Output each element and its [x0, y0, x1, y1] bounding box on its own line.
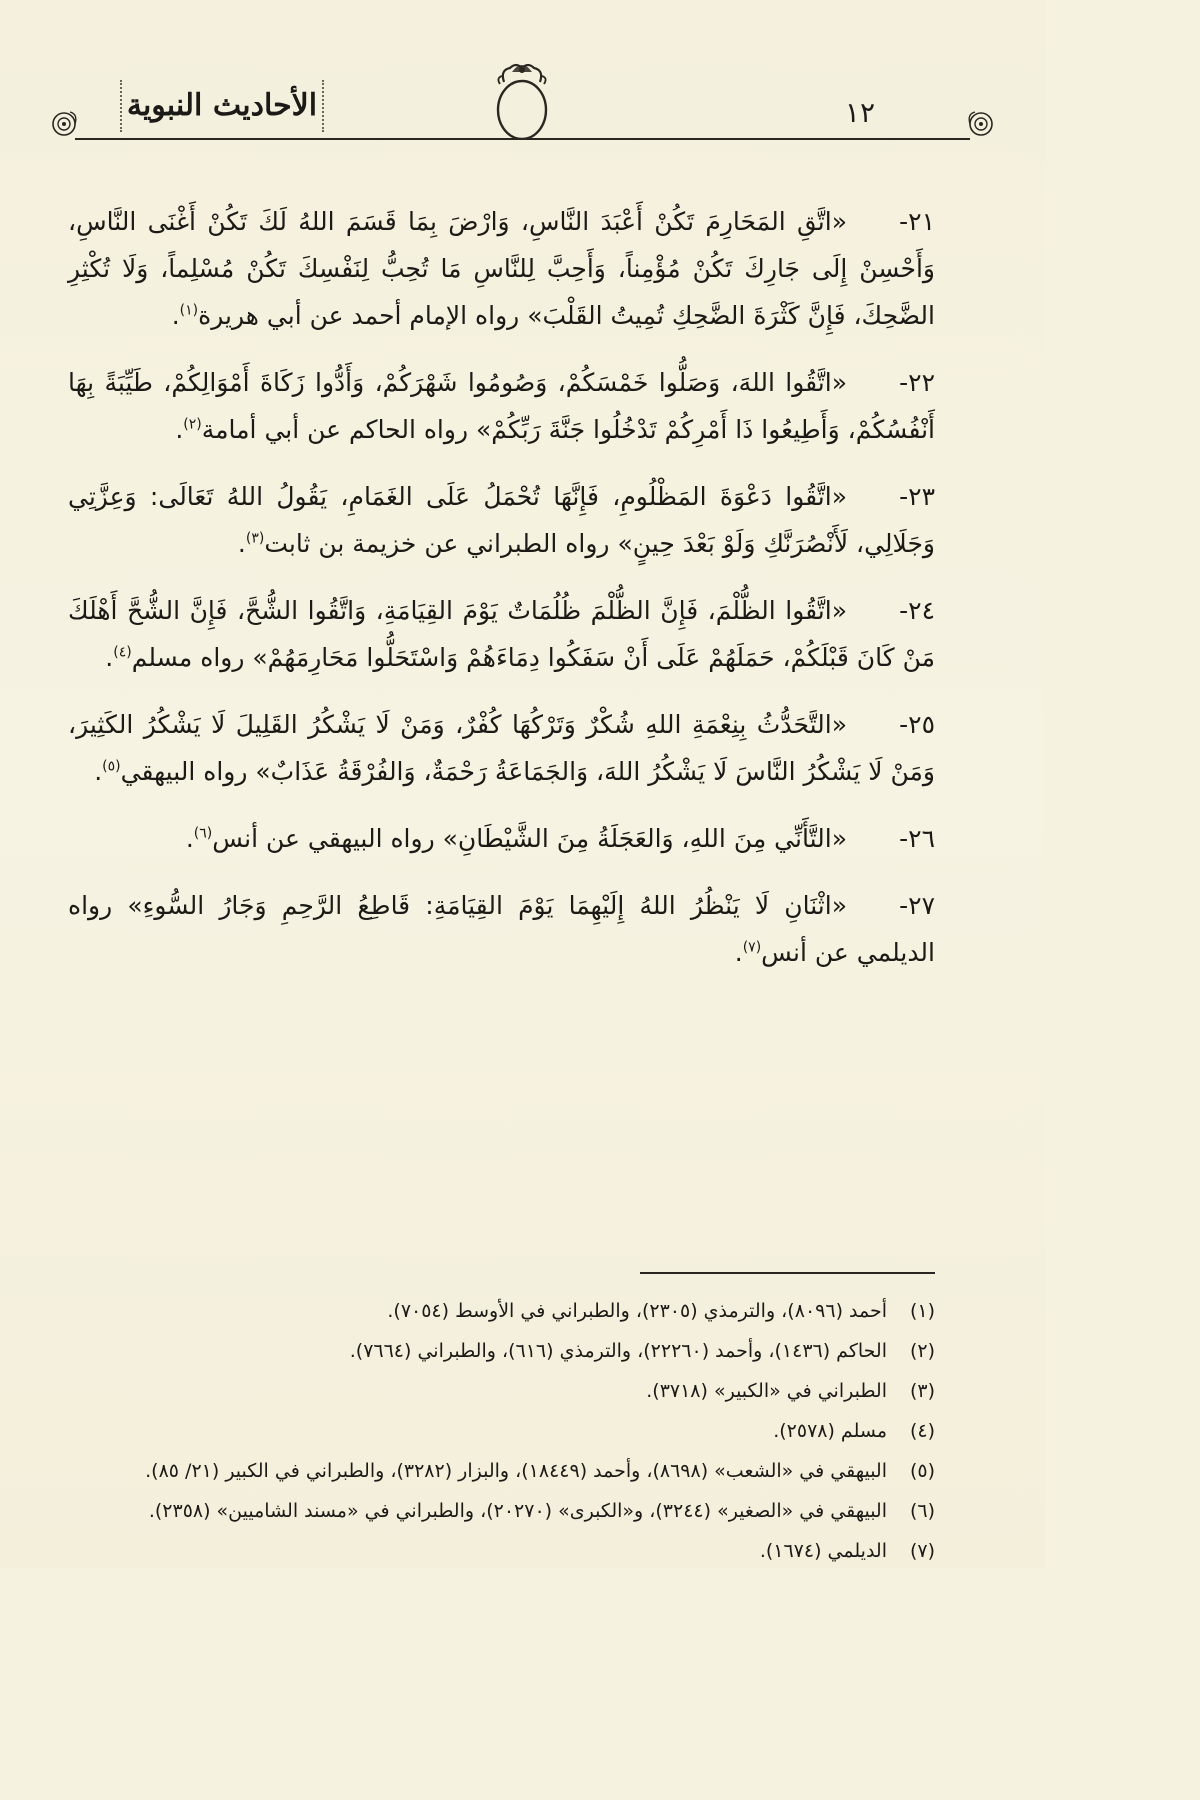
- footnote-number: (٤): [909, 1420, 935, 1442]
- hadith-number: ٢٣-: [899, 482, 935, 511]
- hadith-text: «اتَّقُوا اللهَ، وَصَلُّوا خَمْسَكُمْ، وَصُومُوا شَهْرَكُمْ، وَأَدُّوا زَكَاةَ أَمْوَالِكُمْ، طَيِّبَةً بِهَا أَنْفُسُكُمْ، وَأَطِيعُوا ذَا أَمْرِكُمْ تَدْخُلُوا جَنَّةَ رَبِّكُمْ» رواه الحاكم عن أبي أمامة: [68, 368, 935, 444]
- footnote-text: مسلم (٢٥٧٨).: [773, 1420, 887, 1442]
- hadith-text: «اثْنَانِ لَا يَنْظُرُ اللهُ إِلَيْهِمَا يَوْمَ القِيَامَةِ: قَاطِعُ الرَّحِمِ وَجَارُ السُّوءِ» رواه الديلمي عن أنس: [68, 891, 935, 967]
- circle-crown-ornament-icon: [482, 60, 562, 140]
- footnote-1: [68, 1292, 935, 1330]
- footnote-4: [68, 1412, 935, 1450]
- hadith-text: «اتَّقُوا دَعْوَةَ المَظْلُومِ، فَإِنَّهَا تُحْمَلُ عَلَى الغَمَامِ، يَقُولُ اللهُ تَعَالَى: وَعِزَّتِي وَجَلَالِي، لَأَنْصُرَنَّكِ وَلَوْ بَعْدَ حِينٍ» رواه الطبراني عن خزيمة بن ثابت: [68, 482, 935, 558]
- hadith-text: «التَّأَنِّي مِنَ اللهِ، وَالعَجَلَةُ مِنَ الشَّيْطَانِ» رواه البيهقي عن أنس: [212, 824, 847, 853]
- header-rule: [75, 138, 970, 140]
- footnote-text: أحمد (٨٠٩٦)، والترمذي (٢٣٠٥)، والطبراني في الأوسط (٧٠٥٤).: [387, 1300, 887, 1322]
- footnote-ref[interactable]: (٥): [102, 758, 121, 775]
- hadith-23: ٢٣-«اتَّقُوا دَعْوَةَ المَظْلُومِ، فَإِنَّهَا تُحْمَلُ عَلَى الغَمَامِ، يَقُولُ اللهُ تَعَالَى: وَعِزَّتِي وَجَلَالِي، لَأَنْصُرَنَّكِ وَلَوْ بَعْدَ حِينٍ» رواه الطبراني عن خزيمة بن ثابت$^{(٣)}$.: [68, 473, 935, 567]
- hadith-list: [68, 198, 935, 996]
- footnote-ref[interactable]: (٤): [113, 644, 132, 661]
- hadith-21: ٢١-«اتَّقِ المَحَارِمَ تَكُنْ أَعْبَدَ النَّاسِ، وَارْضَ بِمَا قَسَمَ اللهُ لَكَ تَكُنْ أَغْنَى النَّاسِ، وَأَحْسِنْ إِلَى جَارِكَ تَكُنْ مُؤْمِناً، وَأَحِبَّ لِلنَّاسِ مَا تُحِبُّ لِنَفْسِكَ تَكُنْ مُسْلِماً، وَلَا تُكْثِرِ الضَّحِكَ، فَإِنَّ كَثْرَةَ الضَّحِكِ تُمِيتُ القَلْبَ» رواه الإمام أحمد عن أبي هريرة$^{(١)}$.: [68, 198, 935, 339]
- footnote-ref[interactable]: (٦): [193, 825, 213, 842]
- footnote-ref[interactable]: (٣): [245, 530, 265, 547]
- footnote-number: (٦): [909, 1500, 935, 1522]
- hadith-24: ٢٤-«اتَّقُوا الظُّلْمَ، فَإِنَّ الظُّلْمَ ظُلُمَاتٌ يَوْمَ القِيَامَةِ، وَاتَّقُوا الشُّحَّ، فَإِنَّ الشُّحَّ أَهْلَكَ مَنْ كَانَ قَبْلَكُمْ، حَمَلَهُمْ عَلَى أَنْ سَفَكُوا دِمَاءَهُمْ وَاسْتَحَلُّوا مَحَارِمَهُمْ» رواه مسلم$^{(٤)}$.: [68, 587, 935, 681]
- hadith-27: ٢٧-«اثْنَانِ لَا يَنْظُرُ اللهُ إِلَيْهِمَا يَوْمَ القِيَامَةِ: قَاطِعُ الرَّحِمِ وَجَارُ السُّوءِ» رواه الديلمي عن أنس$^{(٧)}$.: [68, 882, 935, 976]
- footnote-text: الطبراني في «الكبير» (٣٧١٨).: [646, 1380, 887, 1402]
- footnote-6: [68, 1492, 935, 1530]
- footnote-3: [68, 1372, 935, 1410]
- page-header: [50, 80, 995, 140]
- footnote-text: الحاكم (١٤٣٦)، وأحمد (٢٢٢٦٠)، والترمذي (٦١٦)، والطبراني (٧٦٦٤).: [349, 1340, 887, 1362]
- footnote-separator: [640, 1272, 935, 1274]
- hadith-number: ٢٦-: [899, 824, 935, 853]
- footnote-text: البيهقي في «الشعب» (٨٦٩٨)، وأحمد (١٨٤٤٩)، والبزار (٣٢٨٢)، والطبراني في الكبير (٢١/ ٨٥).: [145, 1460, 887, 1482]
- hadith-number: ٢٢-: [899, 368, 935, 397]
- running-title: الأحاديث النبوية: [120, 80, 324, 132]
- swirl-ornament-icon: [50, 110, 78, 138]
- footnote-ref[interactable]: (٢): [183, 416, 202, 433]
- swirl-ornament-icon: [967, 110, 995, 138]
- hadith-number: ٢١-: [899, 207, 935, 236]
- footnote-5: [68, 1452, 935, 1490]
- footnotes: [68, 1292, 935, 1572]
- footnote-number: (٢): [909, 1340, 935, 1362]
- footnote-number: (٥): [909, 1460, 935, 1482]
- footnote-2: [68, 1332, 935, 1370]
- hadith-text: «اتَّقُوا الظُّلْمَ، فَإِنَّ الظُّلْمَ ظُلُمَاتٌ يَوْمَ القِيَامَةِ، وَاتَّقُوا الشُّحَّ، فَإِنَّ الشُّحَّ أَهْلَكَ مَنْ كَانَ قَبْلَكُمْ، حَمَلَهُمْ عَلَى أَنْ سَفَكُوا دِمَاءَهُمْ وَاسْتَحَلُّوا مَحَارِمَهُمْ» رواه مسلم: [68, 596, 935, 672]
- page-number: ١٢: [844, 96, 875, 129]
- hadith-25: ٢٥-«التَّحَدُّثُ بِنِعْمَةِ اللهِ شُكْرٌ وَتَرْكُهَا كُفْرٌ، وَمَنْ لَا يَشْكُرُ القَلِيلَ لَا يَشْكُرُ الكَثِيرَ، وَمَنْ لَا يَشْكُرُ النَّاسَ لَا يَشْكُرُ اللهَ، وَالجَمَاعَةُ رَحْمَةٌ، وَالفُرْقَةُ عَذَابٌ» رواه البيهقي$^{(٥)}$.: [68, 701, 935, 795]
- hadith-number: ٢٧-: [899, 891, 935, 920]
- footnote-ref[interactable]: (٧): [742, 939, 762, 956]
- hadith-number: ٢٤-: [899, 596, 935, 625]
- footnote-ref[interactable]: (١): [179, 302, 199, 319]
- hadith-text: «التَّحَدُّثُ بِنِعْمَةِ اللهِ شُكْرٌ وَتَرْكُهَا كُفْرٌ، وَمَنْ لَا يَشْكُرُ القَلِيلَ لَا يَشْكُرُ الكَثِيرَ، وَمَنْ لَا يَشْكُرُ النَّاسَ لَا يَشْكُرُ اللهَ، وَالجَمَاعَةُ رَحْمَةٌ، وَالفُرْقَةُ عَذَابٌ» رواه البيهقي: [68, 710, 935, 786]
- footnote-number: (٣): [909, 1380, 935, 1402]
- hadith-number: ٢٥-: [899, 710, 935, 739]
- footnote-number: (١): [909, 1300, 935, 1322]
- footnote-text: البيهقي في «الصغير» (٣٢٤٤)، و«الكبرى» (٢٠٢٧٠)، والطبراني في «مسند الشاميين» (٢٣٥٨).: [148, 1500, 887, 1522]
- footnote-text: الديلمي (١٦٧٤).: [759, 1540, 887, 1562]
- footnote-7: [68, 1532, 935, 1570]
- hadith-26: ٢٦-«التَّأَنِّي مِنَ اللهِ، وَالعَجَلَةُ مِنَ الشَّيْطَانِ» رواه البيهقي عن أنس$^{(٦)}$.: [68, 815, 935, 862]
- hadith-22: ٢٢-«اتَّقُوا اللهَ، وَصَلُّوا خَمْسَكُمْ، وَصُومُوا شَهْرَكُمْ، وَأَدُّوا زَكَاةَ أَمْوَالِكُمْ، طَيِّبَةً بِهَا أَنْفُسُكُمْ، وَأَطِيعُوا ذَا أَمْرِكُمْ تَدْخُلُوا جَنَّةَ رَبِّكُمْ» رواه الحاكم عن أبي أمامة$^{(٢)}$.: [68, 359, 935, 453]
- footnote-number: (٧): [909, 1540, 935, 1562]
- hadith-text: «اتَّقِ المَحَارِمَ تَكُنْ أَعْبَدَ النَّاسِ، وَارْضَ بِمَا قَسَمَ اللهُ لَكَ تَكُنْ أَغْنَى النَّاسِ، وَأَحْسِنْ إِلَى جَارِكَ تَكُنْ مُؤْمِناً، وَأَحِبَّ لِلنَّاسِ مَا تُحِبُّ لِنَفْسِكَ تَكُنْ مُسْلِماً، وَلَا تُكْثِرِ الضَّحِكَ، فَإِنَّ كَثْرَةَ الضَّحِكِ تُمِيتُ القَلْبَ» رواه الإمام أحمد عن أبي هريرة: [68, 207, 935, 330]
